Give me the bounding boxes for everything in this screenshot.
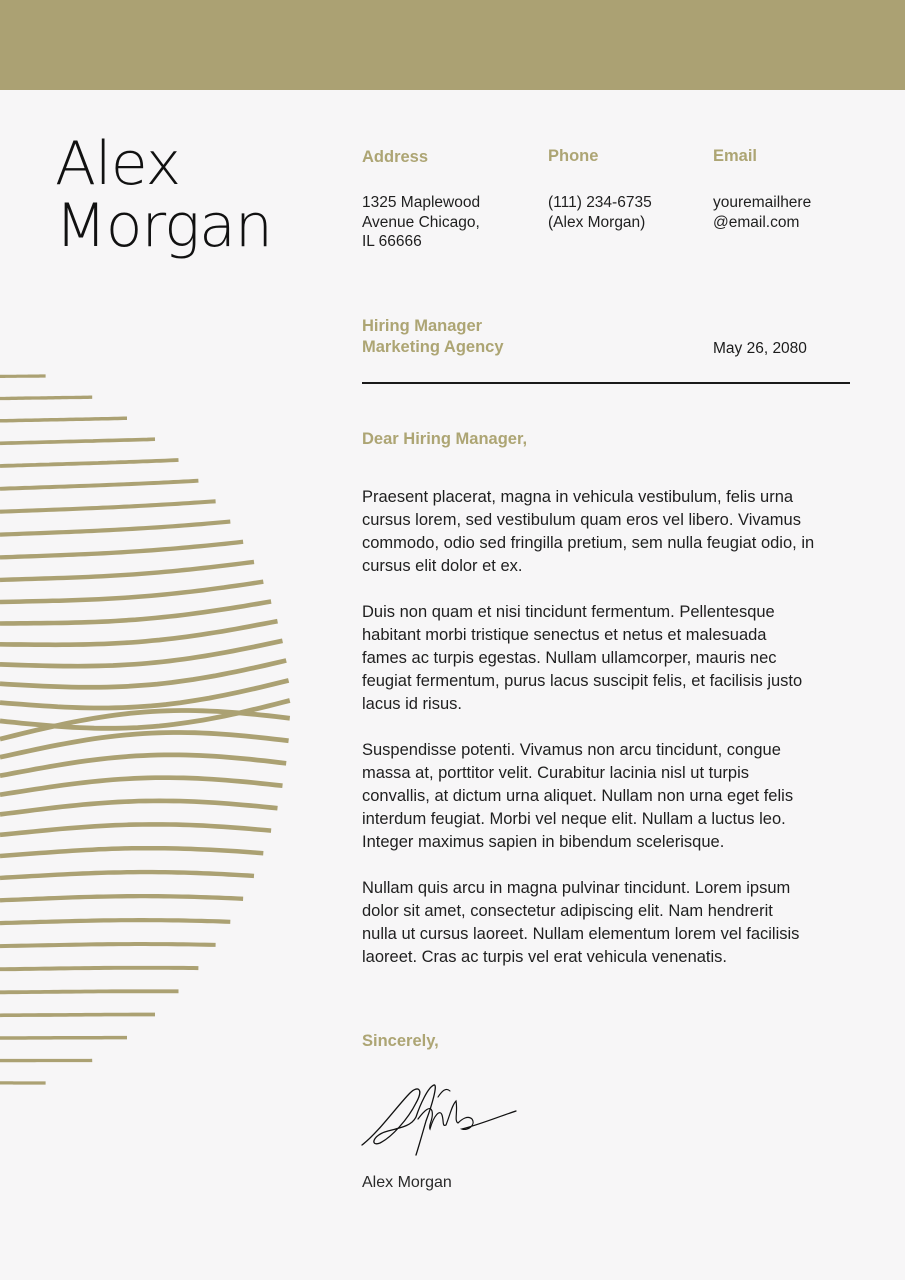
name-first: Alex: [55, 129, 181, 199]
wave-line: [0, 1015, 155, 1016]
wave-line: [0, 801, 278, 815]
wave-line: [0, 778, 283, 795]
body-line: interdum feugiat. Morbi vel neque elit. Nullam a luctus leo.: [362, 810, 786, 828]
address-label: Address: [362, 148, 429, 166]
wave-line: [0, 991, 179, 992]
body-line: Duis non quam et nisi tincidunt fermentum. Pellentesque: [362, 603, 775, 621]
email-label: Email: [713, 147, 758, 165]
wave-line: [0, 439, 155, 443]
name-heading: [55, 129, 272, 261]
divider-rule: [362, 382, 850, 384]
paragraph: [362, 601, 862, 716]
paragraph: [362, 877, 862, 969]
wave-line: [0, 582, 263, 602]
paragraph: [362, 739, 862, 854]
recipient-title: Hiring Manager: [362, 317, 483, 335]
recipient-company: Marketing Agency: [362, 338, 504, 356]
wave-line: [0, 920, 230, 923]
wave-line: [0, 896, 243, 900]
wave-lines-icon: [0, 360, 300, 1100]
wave-line: [0, 872, 254, 878]
wave-line: [0, 824, 271, 834]
wave-line: [0, 522, 230, 535]
signer-name: Alex Morgan: [362, 1174, 452, 1191]
email-value: [713, 193, 811, 232]
body-line: laoreet. Cras ac turpis vel erat vehicula venenatis.: [362, 948, 728, 966]
address-line: 1325 Maplewood: [362, 194, 481, 211]
body-line: lacus id risus.: [362, 695, 462, 713]
wave-line: [0, 944, 216, 946]
recipient-block: [362, 316, 504, 358]
email-line: youremailhere: [713, 194, 812, 211]
wave-line: [0, 501, 216, 511]
body-line: commodo, odio sed fringilla pretium, sem nulla feugiat odio, in: [362, 534, 815, 552]
body-line: Nullam quis arcu in magna pulvinar tincidunt. Lorem ipsum: [362, 879, 791, 897]
body-line: cursus lorem, sed vestibulum quam eros vel libero. Vivamus: [362, 511, 801, 529]
body-line: cursus elit dolor et ex.: [362, 557, 523, 575]
body-line: Suspendisse potenti. Vivamus non arcu tincidunt, congue: [362, 741, 781, 759]
body-line: Integer maximus sapien in bibendum scelerisque.: [362, 833, 725, 851]
address-line: IL 66666: [362, 233, 422, 250]
phone-label: Phone: [548, 147, 599, 165]
wave-line: [0, 481, 198, 489]
name-last: Morgan: [55, 191, 272, 261]
body-line: fames ac turpis egestas. Nullam ullamcorper, mauris nec: [362, 649, 777, 667]
phone-line: (111) 234-6735: [548, 194, 652, 211]
wave-line: [0, 848, 263, 856]
email-line: @email.com: [713, 213, 800, 231]
closing: Sincerely,: [362, 1032, 439, 1050]
wave-line: [0, 602, 271, 624]
body-line: massa at, porttitor velit. Curabitur lacinia nisl ut turpis: [362, 764, 749, 782]
top-band: [0, 0, 905, 90]
wave-line: [0, 397, 92, 398]
body-line: feugiat fermentum, purus lacus suscipit felis, et facilisis justo: [362, 672, 803, 690]
wave-line: [0, 460, 179, 466]
address-line: Avenue Chicago,: [362, 213, 480, 231]
wave-line: [0, 542, 243, 558]
paragraph: [362, 486, 862, 578]
body-line: Praesent placerat, magna in vehicula vestibulum, felis urna: [362, 488, 794, 506]
body-line: habitant morbi tristique senectus et netus et malesuada: [362, 626, 767, 644]
greeting: Dear Hiring Manager,: [362, 430, 528, 448]
phone-line: (Alex Morgan): [548, 213, 646, 231]
letter-body: [362, 486, 862, 992]
address-value: [362, 193, 480, 252]
signature-icon: [358, 1075, 523, 1160]
body-line: dolor sit amet, consectetur adipiscing elit. Nam hendrerit: [362, 902, 773, 920]
wave-line: [0, 418, 127, 421]
wave-line: [0, 562, 254, 580]
wave-line: [0, 755, 286, 776]
wave-line: [0, 968, 198, 969]
body-line: nulla ut cursus laoreet. Nullam elementum lorem vel facilisis: [362, 925, 800, 943]
body-line: convallis, at dictum urna aliquet. Nullam non urna eget felis: [362, 787, 794, 805]
letter-date: May 26, 2080: [713, 340, 807, 357]
phone-value: [548, 193, 652, 232]
